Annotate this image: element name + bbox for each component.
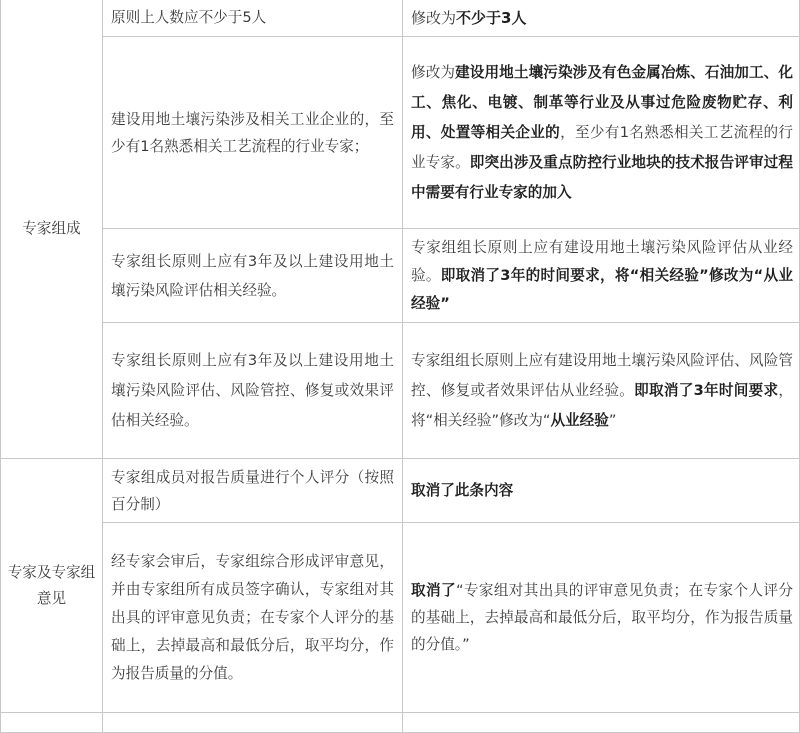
modified-clause xyxy=(403,323,800,459)
modified-text: 修改为 xyxy=(411,63,456,81)
category-cell-expert-opinions: 专家及专家组意见 xyxy=(1,459,103,713)
empty-cell xyxy=(1,713,103,733)
modified-text: ，将“相关经验”修改为“ xyxy=(411,381,793,429)
table-row xyxy=(1,229,800,323)
modified-text-bold: 不少于3人 xyxy=(456,8,527,27)
original-clause: 专家组长原则上应有3年及以上建设用地土壤污染风险评估相关经验。 xyxy=(103,229,403,323)
empty-cell xyxy=(103,713,403,733)
modified-text-bold: 建设用地土壤污染涉及有色金属冶炼、石油加工、化工、焦化、电镀、制革等行业及从事过危险废物贮存、利用、处置等相关企业的 xyxy=(411,63,793,141)
modified-text-bold: 取消了 xyxy=(411,582,456,599)
modified-text: 专家组组长原则上应有建设用地土壤污染风险评估、风险管控、修复或者效果评估从业经验。 xyxy=(411,351,793,399)
table-row xyxy=(1,37,800,229)
empty-cell xyxy=(403,713,800,733)
modified-text-bold: 从业经验 xyxy=(550,411,609,429)
original-clause: 专家组长原则上应有3年及以上建设用地土壤污染风险评估、风险管控、修复或效果评估相关经验。 xyxy=(103,323,403,459)
modified-clause xyxy=(403,459,800,523)
category-cell-expert-composition: 专家组成 xyxy=(1,0,103,459)
original-clause: 经专家会审后，专家组综合形成评审意见，并由专家组所有成员签字确认，专家组对其出具的评审意见负责；在专家个人评分的基础上，去掉最高和最低分后，取平均分，作为报告质量的分值。 xyxy=(103,523,403,713)
original-clause: 建设用地土壤污染涉及相关工业企业的，至少有1名熟悉相关工艺流程的行业专家； xyxy=(103,37,403,229)
modified-text-bold: 取消了此条内容 xyxy=(411,481,514,499)
original-clause: 原则上人数应不少于5人 xyxy=(103,0,403,37)
table-row xyxy=(1,523,800,713)
modified-text: ，至少有1名熟悉相关工艺流程的行业专家。 xyxy=(411,123,793,171)
modified-text: ” xyxy=(608,411,617,429)
table-row xyxy=(1,459,800,523)
modified-text: 修改为 xyxy=(411,8,457,27)
modified-text-bold: 即突出涉及重点防控行业地块的技术报告评审过程中需要有行业专家的加入 xyxy=(411,153,793,201)
modified-text: “专家组对其出具的评审意见负责；在专家个人评分的基础上，去掉最高和最低分后，取平均分，作为报告质量的分值。” xyxy=(411,582,793,653)
modified-text-bold: 即取消了3年时间要求 xyxy=(634,381,779,399)
original-clause: 专家组成员对报告质量进行个人评分（按照百分制） xyxy=(103,459,403,523)
modified-clause xyxy=(403,37,800,229)
table-row-partial xyxy=(1,713,800,733)
modified-text: 专家组组长原则上应有建设用地土壤污染风险评估从业经验。 xyxy=(411,238,793,284)
table-row xyxy=(1,0,800,37)
modified-clause xyxy=(403,523,800,713)
modified-text-bold: 即取消了3年的时间要求，将“相关经验”修改为“从业经验” xyxy=(411,266,793,312)
modified-clause xyxy=(403,229,800,323)
table-row xyxy=(1,323,800,459)
modified-clause xyxy=(403,0,800,37)
